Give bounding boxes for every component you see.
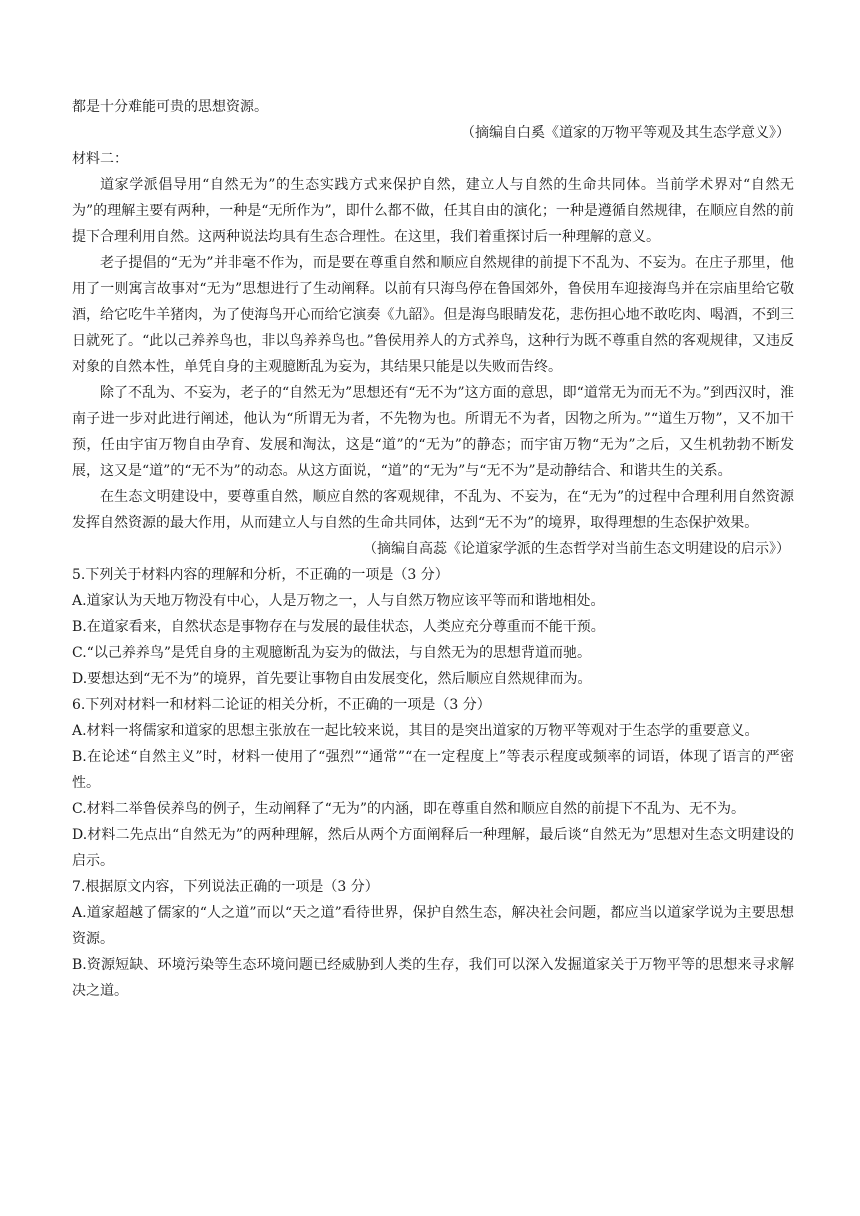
question-7-option-b: B.资源短缺、环境污染等生态环境问题已经威胁到人类的生存，我们可以深入发掘道家关于万物平等的思想来寻求解决之道。	[72, 957, 794, 999]
question-5-stem: 5.下列关于材料内容的理解和分析，不正确的一项是（3 分）	[72, 567, 449, 583]
question-6-option-b: B.在论述“自然主义”时，材料一使用了“强烈”“通常”“在一定程度上”等表示程度或频率的词语，体现了语言的严密性。	[72, 749, 794, 791]
source-citation-2: （摘编自高蕊《论道家学派的生态哲学对当前生态文明建设的启示》）	[363, 541, 790, 557]
question-5-option-d: D.要想达到“无不为”的境界，首先要让事物自由发展变化，然后顺应自然规律而为。	[72, 671, 592, 687]
question-5-option-b: B.在道家看来，自然状态是事物存在与发展的最佳状态，人类应充分尊重而不能干预。	[72, 619, 605, 635]
question-7-stem: 7.根据原文内容，下列说法正确的一项是（3 分）	[72, 879, 379, 895]
question-6-stem: 6.下列对材料一和材料二论证的相关分析，不正确的一项是（3 分）	[72, 697, 491, 713]
paragraph: 除了不乱为、不妄为，老子的“自然无为”思想还有“无不为”这方面的意思，即“道常无为而无不为。”到西汉时，淮南子进一步对此进行阐述，他认为“所谓无为者，不先物为也。所谓无不为者，因物之所为。”“道生万物”，又不加干预，任由宇宙万物自由孕育、发展和淘汰，这是“道”的“无为”的静态；而宇宙万物“无为”之后，又生机勃勃不断发展，这又是“道”的“无不为”的动态。从这方面说，“道”的“无为”与“无不为”是动静结合、和谐共生的关系。	[72, 385, 794, 479]
document-page	[72, 94, 794, 1004]
paragraph: 在生态文明建设中，要尊重自然，顺应自然的客观规律，不乱为、不妄为，在“无为”的过程中合理利用自然资源发挥自然资源的最大作用，从而建立人与自然的生命共同体，达到“无不为”的境界，取得理想的生态保护效果。	[72, 489, 794, 531]
paragraph: 老子提倡的“无为”并非毫不作为，而是要在尊重自然和顺应自然规律的前提下不乱为、不妄为。在庄子那里，他用了一则寓言故事对“无为”思想进行了生动阐释。以前有只海鸟停在鲁国郊外，鲁侯用车迎接海鸟并在宗庙里给它敬酒，给它吃牛羊猪肉，为了使海鸟开心而给它演奏《九韶》。但是海鸟眼睛发花，悲伤担心地不敢吃肉、喝酒，不到三日就死了。“此以己养养鸟也，非以鸟养养鸟也。”鲁侯用养人的方式养鸟，这种行为既不尊重自然的客观规律，又违反对象的自然本性，单凭自身的主观臆断乱为妄为，其结果只能是以失败而告终。	[72, 255, 794, 375]
question-7-option-a: A.道家超越了儒家的“人之道”而以“天之道”看待世界，保护自然生态，解决社会问题，都应当以道家学说为主要思想资源。	[72, 905, 794, 947]
question-6-option-a: A.材料一将儒家和道家的思想主张放在一起比较来说，其目的是突出道家的万物平等观对于生态学的重要意义。	[72, 723, 759, 739]
paragraph: 道家学派倡导用“自然无为”的生态实践方式来保护自然，建立人与自然的生命共同体。当前学术界对“自然无为”的理解主要有两种，一种是“无所作为”，即什么都不做，任其自由的演化；一种是遵循自然规律，在顺应自然的前提下合理利用自然。这两种说法均具有生态合理性。在这里，我们着重探讨后一种理解的意义。	[72, 177, 794, 245]
question-6-option-c: C.材料二举鲁侯养鸟的例子，生动阐释了“无为”的内涵，即在尊重自然和顺应自然的前提下不乱为、无不为。	[72, 801, 745, 817]
question-5-option-a: A.道家认为天地万物没有中心，人是万物之一，人与自然万物应该平等而和谐地相处。	[72, 593, 605, 609]
question-5-option-c: C.“以己养养鸟”是凭自身的主观臆断乱为妄为的做法，与自然无为的思想背道而驰。	[72, 645, 591, 661]
material-2-heading: 材料二：	[72, 151, 128, 167]
source-citation-1: （摘编自白奚《道家的万物平等观及其生态学意义》）	[461, 125, 790, 141]
intro-tail: 都是十分难能可贵的思想资源。	[72, 99, 268, 115]
question-6-option-d: D.材料二先点出“自然无为”的两种理解，然后从两个方面阐释后一种理解，最后谈“自然无为”思想对生态文明建设的启示。	[72, 827, 794, 869]
